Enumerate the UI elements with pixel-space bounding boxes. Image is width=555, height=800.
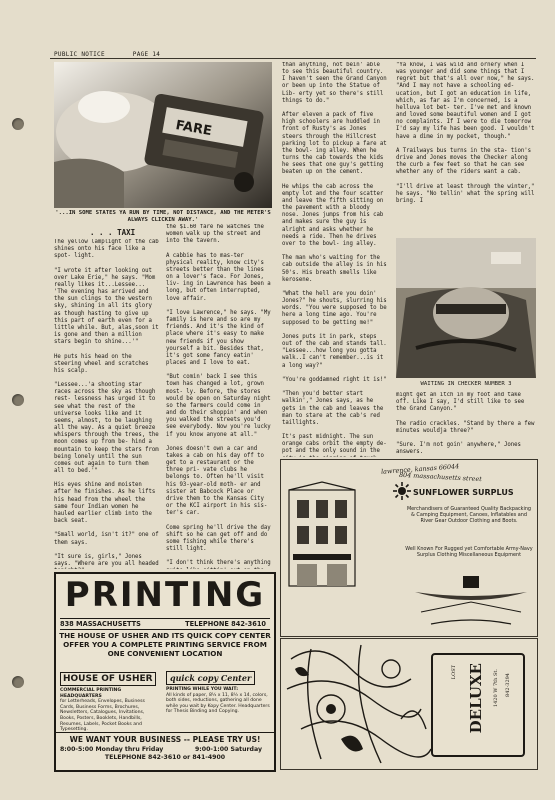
commercial-heading: COMMERCIAL PRINTING HEADQUARTERS	[60, 688, 122, 699]
hours-saturday: 9:00-1:00 Saturday	[195, 746, 262, 753]
printing-ad	[54, 572, 276, 772]
svg-text:FARE: FARE	[174, 118, 213, 140]
story-column-1: The yellow lamplight of the cab shines onto his face like a spot- light. "I wrote it after looking out over Lake Erie," he says. "Mom really likes it...Lessee... 'The evening has arrived and the sun clings to the western sky, shining in all its glory as though hasting to give up this part of earth even for a little while. But, alas,soon it is gone and then a million stars begin to shine...'" He puts his head on the steering wheel and scratches his scalp. "Lessee...'a shooting star races across the sky as though rest- lessness has urged it to see what the rest of the universe looks like and it seems, almost, to be laughing all the way. As a quiet breeze whispers through the trees, the moon comes up from be- hind a mountain to keep the stars from being lonely until the sun comes out again to turn them all to bed.'" His eyes shine and moisten after he finishes. As he lifts his head from the wheel the same four Indian women he hauled earlier climb into the back seat. "Small world, isn't it?" one of them says. "It sure is, girls," Jones says. "Where are you all headed	[54, 239, 159, 568]
deluxe-ad	[280, 638, 538, 770]
story-column-4-end: might get an itch in my foot and take off. Like I say, I'd still like to see the Grand Canyon." The radio crackles. "Stand by there a few minutes wouldja three?" "Sure. I'm not goin' anywhere," Jones answers.	[396, 392, 535, 456]
canoe-drawing	[411, 572, 531, 630]
storefront-drawing	[285, 480, 359, 592]
quick-copy-logo: quick copy Center	[166, 671, 255, 685]
binder-hole	[12, 394, 24, 406]
sunflower-brand: SUNFLOWER SURPLUS	[413, 488, 514, 497]
cab-driver-photo	[396, 238, 536, 378]
binder-hole	[12, 118, 24, 130]
photo-caption: '...IN SOME STATES YA RUN BY TIME, NOT DISTANCE, AND THE METER'S ALWAYS CLICKIN AWAY.'	[55, 210, 271, 223]
printing-ad-address: 838 MASSACHUSETTS	[60, 620, 141, 628]
page-number: PAGE 14	[132, 51, 161, 58]
usher-panel	[60, 666, 160, 733]
quick-copy-heading: PRINTING WHILE YOU WAIT:	[166, 687, 239, 692]
commercial-body: for Letterheads, Envelopes, Business Cards, Business Forms, Brochures, Newsletters, Catalogues, Invitations, Books, Posters, Booklets, Handbills, Resumes, Labels, Pocket Books and Typesetting.	[60, 699, 145, 733]
deluxe-phone: 842-3294	[505, 673, 511, 697]
printing-ad-offer: THE HOUSE OF USHER AND ITS QUICK COPY CENTER OFFER YOU A COMPLETE PRINTING SERVICE FROM ONE CONVENIENT LOCATION	[59, 631, 271, 658]
publication-name: PUBLIC NOTICE	[54, 51, 105, 58]
sunflower-icon	[393, 482, 411, 500]
printing-ad-phones: TELEPHONE 842-3610 or 841-4900	[104, 754, 226, 761]
deluxe-brand: DELUXE	[467, 663, 485, 734]
story-column-2: the $1.60 fare he watches the women walk up the street and into the tavern. A cabbie has to mas-ter physical reality, know city's streets better than the lines on a lover's face. For Jones, liv- ing in Lawrence has been a long, but often interrupted, love affair. "I love Lawrence," he says. "My family is here and so are my friends. And it's the kind of place where it's easy to make new friends if you show yourself a bit. Besides that, it's got some fancy eatin' places and I love to eat. "But comin' back I see this town has changed a lot, grown most- ly. Before, the stores would be open on Saturday night so the farmers could come in and do their shoppin' and when you walked the streets you'd see everybody. Now you're lucky if you know anyone at all." Jones doesn't own a car and takes a cab on his day off to get to a restaurant or the three pri- vate clubs he belongs to. Often he'll visit his 93-year-old moth- er and sister at Babcock Place or drive them to the Kansas City or the KCI airport in his sis- ter's car. Come spring he'll drive the day shift so he can get off and do some fishing while there's still light. "I don't think there's anything	[166, 224, 271, 567]
printing-ad-hours	[60, 746, 270, 762]
deluxe-subtitle: LOST	[451, 665, 457, 680]
binder-hole	[12, 676, 24, 688]
sunflower-tagline-2: Well Known For Rugged yet Comfortable Army-Navy Surplus Clothing Miscellaneous Equipment	[405, 546, 533, 559]
sunflower-arc-street: 804 massachusetts street	[398, 470, 482, 484]
story-column-4: "Ya know, I was wild and ornery when I was younger and did some things that I regret but that's all over now," he says. "And I may not have a schooling ed- ucation, but I got an education in life, which, as far as I'm concerned, is a helluva lot bet- ter. I've met and known and loved some beautiful women and I got no complaints. If I were to die tomorrow I'd say my life has been good. I wouldn't have a dime in my pocket, though." A Trailways bus turns in the sta- tion's drive and Jones moves the Checker along the curb a few feet so that he can see whether any of the riders want a cab. "I'll drive at least through the winter," he says. "No tellin' what the spring will bring. I	[396, 62, 535, 204]
usher-logo: HOUSE OF USHER	[60, 672, 156, 686]
sunflower-tagline-1: Merchandisers of Guaranteed Quality Backpacking & Camping Equipment, Canoes, Inflatables and River Gear Outdoor Clothing and Boots.	[406, 506, 532, 525]
taxi-meter-photo	[54, 62, 272, 208]
page-header	[54, 51, 184, 58]
story-headline: . . . TAXI	[90, 228, 136, 237]
sunflower-surplus-ad	[280, 459, 538, 637]
printing-ad-slogan: WE WANT YOUR BUSINESS -- PLEASE TRY US!	[56, 732, 274, 744]
deluxe-address: 1420 W 7th St.	[493, 669, 499, 708]
quick-copy-panel	[166, 666, 270, 728]
sunflower-arc-city: lawrence, kansas 66044	[380, 462, 460, 476]
story-column-3: than anything, not bein' able to see this beautiful country. I haven't seen the Grand Canyon or been up into the Statue of Lib- erty yet so there's still things to do." After eleven a pack of five high schoolers are huddled in front of Rusty's as Jones steers through the Hillcrest parking lot to pickup a fare at the bowl- ing alley. When he turns the cab towards the kids he sees that one guy's getting beaten up on the cement. He whips the cab across the empty lot and the four scatter and leave the fifth sitting on the pavement with a bloody nose. Jones jumps from his cab and makes sure the guy is alright and asks whether he needs a ride. Then he drives over to the bowl- ing alley. The man who's waiting for the cab outside the alley is in his 50's. His breath smells like kerosene. "What the hell are you doin' Jones?" he shouts, slurring his words. "You were supposed to be here a long time ago. You're supposed to be getting me!" Jones puts it in park, steps out of the cab and stands tall. "Lessee...how long you gotta walk..I can't remember...is it a long way?" "You're goddamned right it is!" "Then you'd better start walkin'," Jones says, as he gets in the cab and leaves the man to stare at the cab's red taillights. It's past midnight. The sun orange cabs orbit the empty de- pot and the only sound in the	[282, 62, 387, 455]
photo2-caption: WAITING IN CHECKER NUMBER 3	[420, 381, 512, 387]
header-rule	[50, 58, 536, 59]
hours-weekday: 8:00-5:00 Monday thru Friday	[60, 746, 164, 753]
printing-ad-title: PRINTING	[64, 575, 266, 615]
deluxe-stamp	[431, 653, 525, 757]
printing-ad-telephone: TELEPHONE 842-3610	[185, 620, 266, 628]
printing-ad-address-bar	[60, 618, 270, 630]
quick-copy-body: All kinds of paper, 8½ x 11, 8½ x 14, colors, both sides, reductions, gathering all done while you wait by Kopy Center. Headquarters for Thesis Binding and Copying.	[166, 692, 270, 715]
